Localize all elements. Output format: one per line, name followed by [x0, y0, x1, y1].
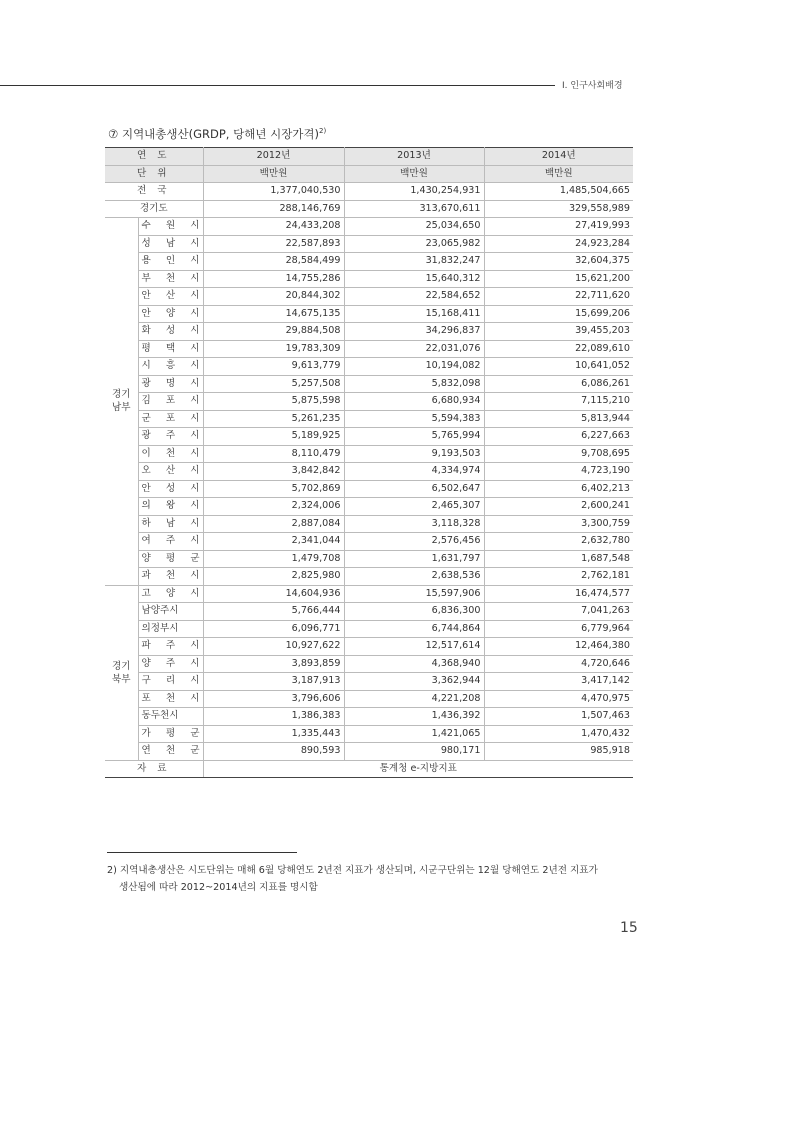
value-cell: 15,640,312: [344, 270, 484, 288]
value-cell: 1,430,254,931: [344, 183, 484, 201]
value-cell: 3,893,859: [203, 655, 344, 673]
footnote: [107, 862, 642, 896]
south-group: [105, 218, 633, 586]
value-cell: 5,594,383: [344, 410, 484, 428]
unit-cell: 백만원: [344, 165, 484, 183]
value-cell: 2,465,307: [344, 498, 484, 516]
city-cell: [138, 655, 203, 673]
value-cell: 2,324,006: [203, 498, 344, 516]
table-row: [105, 218, 633, 236]
city-name: 양 주 시: [141, 657, 200, 669]
table-row: [105, 445, 633, 463]
value-cell: 25,034,650: [344, 218, 484, 236]
table-row: [105, 655, 633, 673]
city-cell: [138, 375, 203, 393]
year-cell: 2013년: [344, 148, 484, 166]
value-cell: 2,638,536: [344, 568, 484, 586]
value-cell: 3,362,944: [344, 673, 484, 691]
table-row: [105, 428, 633, 446]
city-cell: [138, 638, 203, 656]
value-cell: 9,613,779: [203, 358, 344, 376]
value-cell: 3,300,759: [484, 515, 633, 533]
value-cell: 39,455,203: [484, 323, 633, 341]
running-header: Ⅰ. 인구사회배경: [562, 81, 623, 91]
value-cell: 6,096,771: [203, 620, 344, 638]
value-cell: 1,421,065: [344, 725, 484, 743]
city-name: 과 천 시: [141, 570, 200, 581]
value-cell: 5,189,925: [203, 428, 344, 446]
table-row: [105, 305, 633, 323]
value-cell: 20,844,302: [203, 288, 344, 306]
table-row: [105, 375, 633, 393]
value-cell: 313,670,611: [344, 200, 484, 218]
city-cell: [138, 340, 203, 358]
city-cell: [138, 620, 203, 638]
value-cell: 5,766,444: [203, 603, 344, 621]
city-name: 고 양 시: [141, 587, 200, 599]
table-row: [105, 568, 633, 586]
value-cell: 4,368,940: [344, 655, 484, 673]
value-cell: 4,723,190: [484, 463, 633, 481]
city-cell: [138, 218, 203, 236]
table-row: [105, 253, 633, 271]
value-cell: 2,576,456: [344, 533, 484, 551]
table-row: [105, 603, 633, 621]
value-cell: 5,261,235: [203, 410, 344, 428]
value-cell: 22,711,620: [484, 288, 633, 306]
city-name: 화 성 시: [141, 325, 200, 336]
value-cell: 16,474,577: [484, 585, 633, 603]
city-cell: [138, 708, 203, 726]
city-cell: [138, 358, 203, 376]
source-value: 통계청 e-지방지표: [203, 760, 633, 778]
city-name: 부 천 시: [141, 272, 200, 284]
city-cell: [138, 585, 203, 603]
value-cell: 1,485,504,665: [484, 183, 633, 201]
table-row: [105, 340, 633, 358]
city-name: 구 리 시: [141, 675, 200, 686]
city-name: 오 산 시: [141, 465, 200, 476]
table-row: [105, 585, 633, 603]
value-cell: 980,171: [344, 743, 484, 761]
value-cell: 6,836,300: [344, 603, 484, 621]
city-cell: [138, 288, 203, 306]
city-cell: [138, 235, 203, 253]
table-row: [105, 410, 633, 428]
value-cell: 890,593: [203, 743, 344, 761]
city-name: 가 평 군: [141, 727, 200, 739]
value-cell: 14,604,936: [203, 585, 344, 603]
row-province: [105, 200, 633, 218]
city-name: 파 주 시: [141, 640, 200, 651]
value-cell: 2,762,181: [484, 568, 633, 586]
city-name: 용 인 시: [141, 255, 200, 266]
value-cell: 985,918: [484, 743, 633, 761]
value-cell: 6,402,213: [484, 480, 633, 498]
city-name: 시 흥 시: [141, 360, 200, 371]
value-cell: 28,584,499: [203, 253, 344, 271]
city-cell: [138, 533, 203, 551]
city-cell: [138, 568, 203, 586]
value-cell: 3,118,328: [344, 515, 484, 533]
table-row: [105, 725, 633, 743]
city-cell: [138, 690, 203, 708]
table-row: [105, 533, 633, 551]
year-label: 연 도: [105, 148, 203, 166]
city-name: 군 포 시: [141, 412, 200, 424]
value-cell: 15,699,206: [484, 305, 633, 323]
city-name: 남양주시: [141, 605, 179, 616]
value-cell: 24,433,208: [203, 218, 344, 236]
value-cell: 1,335,443: [203, 725, 344, 743]
value-cell: 1,479,708: [203, 550, 344, 568]
section-title: [108, 126, 326, 142]
group-label-line: 경기: [111, 660, 131, 672]
value-cell: 4,470,975: [484, 690, 633, 708]
value-cell: 4,221,208: [344, 690, 484, 708]
footnote-line-1: 2) 지역내총생산은 시도단위는 매해 6월 당해연도 2년전 지표가 생산되며, 시군구단위는 12월 당해연도 2년전 지표가: [107, 865, 598, 876]
south-group-label: [105, 218, 138, 586]
table-row: [105, 288, 633, 306]
city-name: 안 성 시: [141, 482, 200, 494]
value-cell: 24,923,284: [484, 235, 633, 253]
table-row: [105, 690, 633, 708]
value-cell: 1,386,383: [203, 708, 344, 726]
table-row: [105, 515, 633, 533]
footnote-ref: 2): [319, 127, 327, 136]
table-row: [105, 743, 633, 761]
city-cell: [138, 410, 203, 428]
city-cell: [138, 743, 203, 761]
value-cell: 15,168,411: [344, 305, 484, 323]
value-cell: 10,194,082: [344, 358, 484, 376]
table-row: [105, 708, 633, 726]
section-title-text: ⑦ 지역내총생산(GRDP, 당해년 시장가격): [108, 127, 320, 141]
city-cell: [138, 603, 203, 621]
unit-cell: 백만원: [203, 165, 344, 183]
city-name: 의정부시: [141, 622, 179, 634]
city-name: 연 천 군: [141, 745, 200, 756]
city-name: 성 남 시: [141, 237, 200, 249]
city-cell: [138, 253, 203, 271]
value-cell: 6,227,663: [484, 428, 633, 446]
grdp-table: [105, 147, 633, 778]
city-name: 동두천시: [141, 710, 179, 721]
city-name: 평 택 시: [141, 342, 200, 354]
city-name: 이 천 시: [141, 447, 200, 459]
city-cell: [138, 480, 203, 498]
value-cell: 288,146,769: [203, 200, 344, 218]
city-cell: [138, 550, 203, 568]
city-name: 안 산 시: [141, 290, 200, 301]
value-cell: 1,377,040,530: [203, 183, 344, 201]
value-cell: 9,193,503: [344, 445, 484, 463]
table-row: [105, 638, 633, 656]
source-label: 자 료: [105, 760, 203, 778]
city-cell: [138, 305, 203, 323]
city-name: 김 포 시: [141, 395, 200, 406]
nation-label: 전 국: [105, 183, 203, 201]
city-cell: [138, 393, 203, 411]
table-row: [105, 673, 633, 691]
table-row: [105, 393, 633, 411]
value-cell: 2,632,780: [484, 533, 633, 551]
city-name: 광 명 시: [141, 377, 200, 389]
value-cell: 4,334,974: [344, 463, 484, 481]
value-cell: 22,584,652: [344, 288, 484, 306]
table-row: [105, 358, 633, 376]
value-cell: 22,089,610: [484, 340, 633, 358]
city-name: 의 왕 시: [141, 500, 200, 511]
value-cell: 329,558,989: [484, 200, 633, 218]
city-cell: [138, 725, 203, 743]
value-cell: 2,341,044: [203, 533, 344, 551]
footnote-rule: [107, 852, 297, 853]
value-cell: 29,884,508: [203, 323, 344, 341]
table-row: [105, 235, 633, 253]
value-cell: 22,587,893: [203, 235, 344, 253]
footnote-line-2: 생산됨에 따라 2012~2014년의 지표를 명시함: [119, 882, 318, 893]
value-cell: 3,417,142: [484, 673, 633, 691]
city-cell: [138, 270, 203, 288]
value-cell: 2,600,241: [484, 498, 633, 516]
value-cell: 15,597,906: [344, 585, 484, 603]
value-cell: 5,813,944: [484, 410, 633, 428]
value-cell: 2,887,084: [203, 515, 344, 533]
province-label: 경기도: [105, 200, 203, 218]
value-cell: 3,187,913: [203, 673, 344, 691]
value-cell: 1,507,463: [484, 708, 633, 726]
value-cell: 10,641,052: [484, 358, 633, 376]
value-cell: 6,779,964: [484, 620, 633, 638]
value-cell: 23,065,982: [344, 235, 484, 253]
group-label-line: 북부: [111, 673, 131, 685]
north-group-label: [105, 585, 138, 760]
value-cell: 5,257,508: [203, 375, 344, 393]
value-cell: 6,502,647: [344, 480, 484, 498]
city-name: 수 원 시: [141, 220, 200, 231]
table-row: [105, 550, 633, 568]
value-cell: 7,041,263: [484, 603, 633, 621]
table-row: [105, 463, 633, 481]
header-row-year: [105, 148, 633, 166]
page-number: 15: [620, 920, 638, 936]
value-cell: 19,783,309: [203, 340, 344, 358]
city-cell: [138, 673, 203, 691]
value-cell: 22,031,076: [344, 340, 484, 358]
city-name: 광 주 시: [141, 430, 200, 441]
header-row-unit: [105, 165, 633, 183]
value-cell: 27,419,993: [484, 218, 633, 236]
value-cell: 5,702,869: [203, 480, 344, 498]
city-name: 양 평 군: [141, 552, 200, 564]
row-source: [105, 760, 633, 778]
header-rule: [0, 85, 555, 86]
value-cell: 15,621,200: [484, 270, 633, 288]
north-group: [105, 585, 633, 760]
city-cell: [138, 463, 203, 481]
value-cell: 8,110,479: [203, 445, 344, 463]
value-cell: 1,687,548: [484, 550, 633, 568]
value-cell: 32,604,375: [484, 253, 633, 271]
value-cell: 14,675,135: [203, 305, 344, 323]
value-cell: 12,517,614: [344, 638, 484, 656]
table-row: [105, 480, 633, 498]
city-cell: [138, 428, 203, 446]
unit-cell: 백만원: [484, 165, 633, 183]
row-nation: [105, 183, 633, 201]
value-cell: 5,765,994: [344, 428, 484, 446]
value-cell: 34,296,837: [344, 323, 484, 341]
value-cell: 6,744,864: [344, 620, 484, 638]
group-label-line: 경기: [111, 389, 131, 401]
city-name: 포 천 시: [141, 692, 200, 704]
city-name: 하 남 시: [141, 517, 200, 529]
group-label-line: 남부: [111, 402, 131, 414]
value-cell: 3,796,606: [203, 690, 344, 708]
value-cell: 6,086,261: [484, 375, 633, 393]
city-name: 안 양 시: [141, 307, 200, 319]
value-cell: 5,832,098: [344, 375, 484, 393]
value-cell: 10,927,622: [203, 638, 344, 656]
value-cell: 1,631,797: [344, 550, 484, 568]
value-cell: 1,470,432: [484, 725, 633, 743]
value-cell: 12,464,380: [484, 638, 633, 656]
table-row: [105, 498, 633, 516]
city-cell: [138, 323, 203, 341]
table-row: [105, 323, 633, 341]
value-cell: 9,708,695: [484, 445, 633, 463]
city-cell: [138, 498, 203, 516]
value-cell: 6,680,934: [344, 393, 484, 411]
value-cell: 5,875,598: [203, 393, 344, 411]
city-cell: [138, 515, 203, 533]
value-cell: 31,832,247: [344, 253, 484, 271]
value-cell: 4,720,646: [484, 655, 633, 673]
value-cell: 1,436,392: [344, 708, 484, 726]
year-cell: 2012년: [203, 148, 344, 166]
table-row: [105, 270, 633, 288]
year-cell: 2014년: [484, 148, 633, 166]
city-name: 여 주 시: [141, 535, 200, 546]
unit-label: 단 위: [105, 165, 203, 183]
value-cell: 7,115,210: [484, 393, 633, 411]
value-cell: 3,842,842: [203, 463, 344, 481]
table-row: [105, 620, 633, 638]
city-cell: [138, 445, 203, 463]
value-cell: 14,755,286: [203, 270, 344, 288]
value-cell: 2,825,980: [203, 568, 344, 586]
